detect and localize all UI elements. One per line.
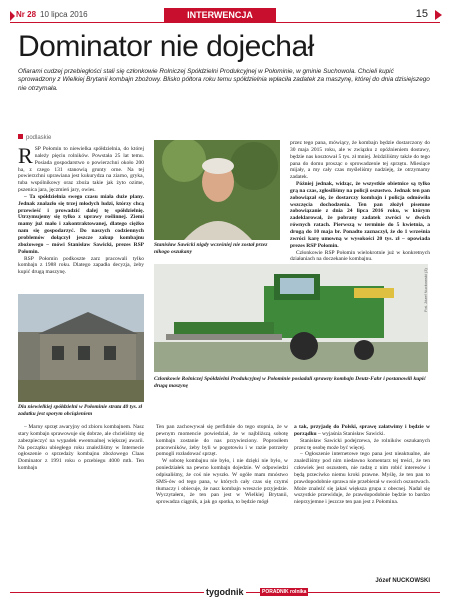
article-column-1-continued (18, 424, 144, 472)
photo-credit: Fot. Józef Nuckowski (3) (423, 268, 428, 312)
section-label: INTERWENCJA (164, 8, 276, 22)
paragraph: Stanisław Sawicki podejrzewa, że rolników oszukanych przez tę osobę może być więcej. (294, 437, 430, 451)
paragraph: Ten pan zachowywał się perfidnie do tego stopnia, że w pewnym momencie powiedział, że w najbliższą sobotę kombajn zostanie do nas przywieziony. Poprosiłem pracowników, żeby byli w pogotowiu i w razie potrzeby pomogli rozładować sprzęt. (156, 424, 288, 458)
article-column-2-top (154, 256, 280, 262)
page-footer (0, 587, 450, 600)
article-column-5 (294, 424, 430, 506)
portrait-photo-caption: Stanisław Sawicki nigdy wcześniej nie został przez nikogo oszukany (154, 242, 268, 255)
paragraph: Członkowie RSP Połomin wielokrotnie już w konkretnych działaniach na doczekanie kombajnu. (290, 249, 430, 263)
drop-cap: R (18, 143, 33, 168)
paragraph: przez tego pana, mówiący, że kombajn będzie dostarczony do 30 maja 2015 roku, ale w związku z opóźnieniem dostawy, będzie nas kosztował 5 tys. zł mniej. Jeżdziliśmy także do tego pana do domu prosząc o sprowadzenie tej sprzętu. Miesiące mijały, a my cały czas myśleliśmy nadzieję, że otrzymamy zadatek. (290, 140, 430, 181)
region-label: podlaskie (26, 135, 52, 141)
quote-bold: a tak, przyjadę do Polski, sprawę załatwimy i będzie w porządku (294, 424, 430, 437)
paragraph: – Marny sprzęt awaryjny od zbioru kombajnem. Nasz stary kombajn sprawowuje się dobrze, ale chcieliśmy się zabezpieczyć na wypadek ewentualnej większej awarii. Na początku ubiegłego roku znaleźliśmy w Internecie ogłoszenie o sprzedaży kombajnu zbożowego Claas Dominator z 1991 roku o przebiegu 4000 mth. Ten kombajn (18, 424, 144, 472)
paragraph (18, 143, 144, 194)
paragraph: RSP Połomin podkoszte zarz pracowali tylko kombajn z 1988 roku. Dlatego zapadła decyzja, żeby kupić drugą maszynę. (18, 255, 144, 276)
paragraph (294, 424, 430, 438)
issue-number: Nr 28 (16, 10, 37, 19)
portrait-photo-illustration (154, 140, 280, 240)
article-column-3 (290, 140, 430, 263)
article-lead: Ofiarami cudzej przebiegłości stali się członkowie Rolniczej Spółdzielni Produkcyjnej w Połominie, w gminie Suchowola. Chcieli kupić sprowadzony z Wielkiej Brytanii kombajn zbożowy. Blisko półtora roku temu spółdzielnia wpłaciła zadatek za maszynę, której do dnia dzisiejszego nie otrzymała. (18, 68, 430, 92)
header-divider (10, 22, 440, 23)
combine-harvester-photo (154, 264, 428, 372)
square-bullet-icon (18, 134, 23, 139)
page-number: 15 (415, 8, 428, 20)
paragraph: – Ogłoszenie internetowe tego pana jest nieaktualne, ale znaleźliśmy pod nim niedawno komentarz tej treści, że ten człowiek jest oszustem, nie radzę z nim robić interesów i będą przeciwko niemu kroki prawne. Myślę, że ten pan to prawdopodobnie sprawa nie przebierał w swoich oszustwach. Może znaleźć się jakaś większa grupa z obecnej. Nadal się wszystkie przewiduje, że prawdopodobnie będzie to bardzo nieprzyjemne i jeszcze ten pan jest z Połomina. (294, 451, 430, 506)
quote-tail: – wyjaśnia Stanisław Sawicki. (316, 430, 385, 437)
article-title: Dominator nie dojechał (18, 30, 314, 63)
building-photo (18, 294, 144, 402)
building-photo-caption: Dla niewielkiej spółdzielni w Połominie strata 40 tys. zł zadatku jest sporym obciążeniem (18, 404, 143, 417)
paragraph: W sobotę kombajnu nie było, i nie dzięki nie było, w poniedziałek na pewno kombajn dojedzie. W odpowiedzi odpisaliśmy, że coś nie wyszło. W ogóle mam mnóstwo SMS-ów od tego pana, w których cały czas się czymś tłumaczy i obiecuje, że nasz kombajn wreszcie przyjedzie. Wyczytałem, że ten pan jest w Wielkiej Brytanii, sprowadza ciągnik, a jak go spotka, to będzie mógł (156, 458, 288, 506)
paragraph: Później jednak, widząc, że wszystkie obietnice są tylko grą na czas, zgłosiliśmy na policji oszustwo. Jednak ten pan zobowiązał się, że dostarczy kombajn i policja odmówiła wszczęcia dochodzenia. Ten pan złożył pisemne zobowiązanie z dnia 24 lipca 2016 roku, w którym zadeklarował, że pobrany zadatek zwróci w dwóch równych ratach. Pierwszą w terminie do 5 kwietnia, a drugą do 10 maja br. Ponadto zaznaczył, że do 1 września zwróci karę umowną w wysokości 20 tys. zł – opowiada prezes RSP Połomin. (290, 181, 430, 249)
paragraph-text: SP Połomin to niewielka spółdzielnia, do której należy pięciu rolników. Powstała 25 lat temu. Posiada gospodarstwo o powierzchni około 200 ha, z czego 131 stanowią grunty orne. Na tej powierzchni uprawiana jest kukurydza na ziarno, gryka, tuba wspólnikowy oraz zboża takie jak żyto ozime, pszenica jara, jęczmień jary, owies. (18, 146, 144, 194)
arrow-right-icon (435, 10, 442, 20)
region-tag (18, 134, 51, 141)
combine-photo-illustration (154, 264, 428, 372)
footer-brand: tygodnik (206, 587, 244, 597)
combine-photo-caption: Członkowie Rolniczej Spółdzielni Produkcyjnej w Połominie posiadali sprawny kombajn Deutz-Fahr i postanowili kupić drugą maszynę (154, 376, 426, 389)
author-signature: Józef NUCKOWSKI (375, 578, 430, 584)
issue-date: 10 lipca 2016 (40, 10, 88, 19)
article-column-4 (156, 424, 288, 506)
issue-info (16, 10, 88, 19)
article-column-1 (18, 143, 144, 276)
portrait-photo (154, 140, 280, 240)
paragraph: – Ta spółdzielnia swego czasu miała duże plany. Jednak znalazło się trzej młodych ludzi, którzy chcą przewieść i prowadzić dalej tę spółdzielnię. Utrzymujemy się tylko z uprawy roślinnej. Ziemi mamy już mało i zakontraktowanej, dlatego ciężko nam się gospodarzyć. Do naszych codziennych problemów dołączył jeszcze zakup kombajnu zbożowego – mówi Stanisław Sawicki, prezes RSP Połomin. (18, 193, 144, 255)
building-photo-illustration (18, 294, 144, 402)
header-marker-icon (10, 11, 15, 21)
footer-badge: PORADNIK rolnika (262, 589, 307, 595)
